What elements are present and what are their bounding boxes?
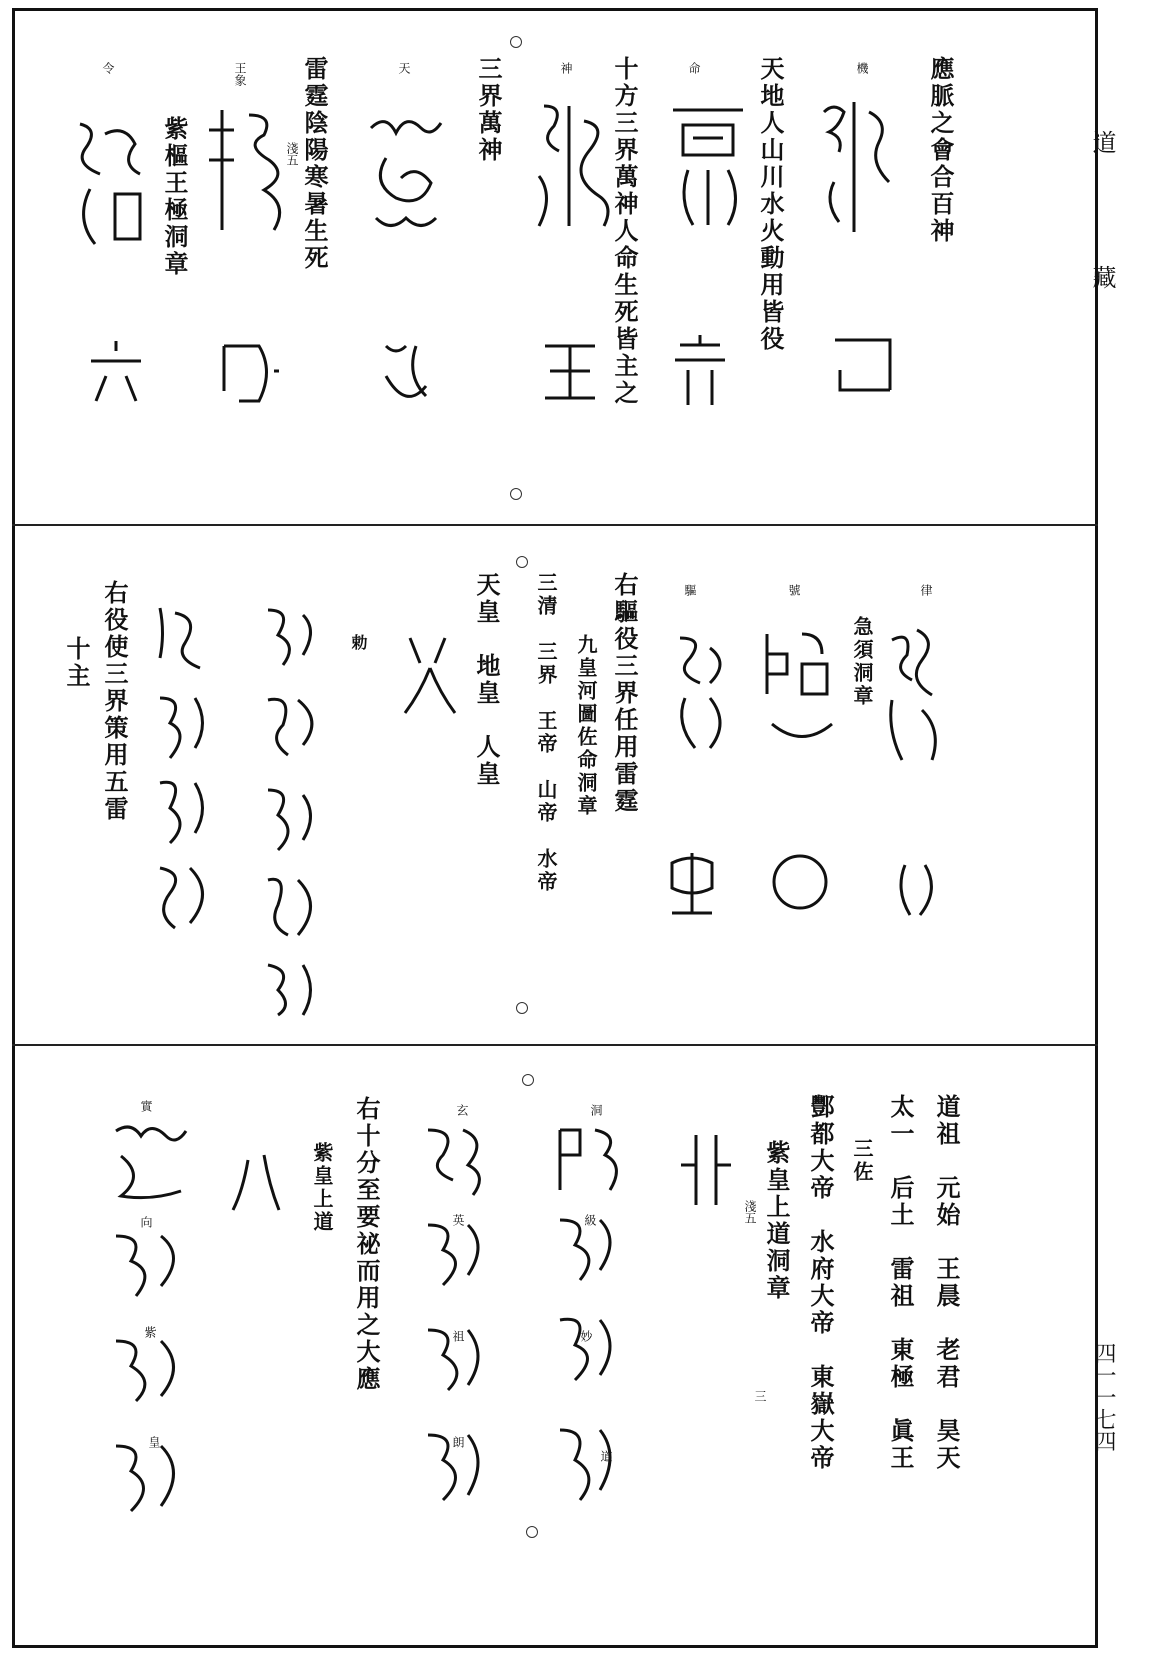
seal-glyph xyxy=(226,1150,286,1220)
ring-mark xyxy=(516,1002,528,1014)
panel3-label-12: 向 xyxy=(139,1216,153,1228)
panel1-label-2: 命 xyxy=(687,62,701,74)
panel3-label-4: 級 xyxy=(583,1214,597,1226)
panel2-line-6: 右役使三界策用五雷 xyxy=(100,580,129,823)
ring-mark xyxy=(510,488,522,500)
seal-glyph xyxy=(882,620,952,770)
ring-mark xyxy=(526,1526,538,1538)
panel1-line-5: 雷霆陰陽寒暑生死 xyxy=(300,56,329,272)
panel3-label-2: 三 xyxy=(753,1390,767,1402)
panel2-line-4: 三清 三界 王帝 山帝 水帝 xyxy=(534,572,558,894)
panel3-label-14: 皇 xyxy=(147,1436,161,1448)
seal-glyph xyxy=(676,1130,736,1210)
panel3-label-5: 妙 xyxy=(579,1330,593,1342)
margin-collection-char-2: 藏 xyxy=(1088,265,1116,293)
seal-glyph xyxy=(668,100,748,230)
ring-mark xyxy=(522,1074,534,1086)
seal-glyph xyxy=(258,600,328,1020)
panel3-label-1: 淺五 xyxy=(743,1200,757,1224)
panel1-line-1: 應脈之會合百神 xyxy=(926,56,955,245)
panel-divider-1 xyxy=(12,524,1098,526)
seal-glyph xyxy=(534,96,614,236)
panel3-label-8: 英 xyxy=(451,1214,465,1226)
seal-glyph xyxy=(400,628,460,718)
seal-glyph xyxy=(830,330,900,400)
panel3-line-1: 道祖 元始 王晨 老君 昊天 xyxy=(932,1094,961,1472)
panel3-line-6: 右十分至要祕而用之大應 xyxy=(352,1096,381,1393)
seal-glyph xyxy=(70,114,150,254)
panel1-label-4: 天 xyxy=(397,62,411,74)
panel1-label-5: 王象 xyxy=(233,62,247,86)
seal-glyph xyxy=(670,330,730,410)
panel3-line-4: 酆都大帝 水府大帝 東嶽大帝 xyxy=(806,1094,835,1472)
panel1-label-6: 令 xyxy=(101,62,115,74)
panel3-label-3: 洞 xyxy=(589,1104,603,1116)
margin-page-number: 四一一七四 xyxy=(1091,1342,1116,1452)
panel1-label-3: 神 xyxy=(559,62,573,74)
panel3-label-11: 實 xyxy=(139,1100,153,1112)
panel2-line-7: 十主 xyxy=(62,636,91,690)
seal-glyph xyxy=(376,336,436,406)
seal-glyph xyxy=(214,336,284,406)
seal-glyph xyxy=(814,92,904,242)
panel1-label-1: 機 xyxy=(855,62,869,74)
panel1-line-4: 三界萬神 xyxy=(474,56,503,164)
ring-mark xyxy=(510,36,522,48)
panel3-label-13: 紫 xyxy=(143,1326,157,1338)
panel3-line-2: 太一 后土 雷祖 東極 眞王 xyxy=(886,1094,915,1472)
panel2-line-3: 九皇河圖佐命洞章 xyxy=(574,634,598,818)
panel-divider-2 xyxy=(12,1044,1098,1046)
panel2-line-5: 天皇 地皇 人皇 xyxy=(472,572,501,788)
seal-glyph xyxy=(106,1116,196,1546)
panel2-line-1: 急須洞章 xyxy=(850,616,874,708)
seal-glyph xyxy=(86,336,146,406)
panel2-label-2: 號 xyxy=(787,584,801,596)
seal-glyph xyxy=(540,336,600,406)
seal-glyph xyxy=(662,848,722,918)
panel1-line-6: 紫樞王極洞章 xyxy=(160,116,189,278)
margin-collection-char: 道 xyxy=(1088,130,1116,158)
seal-glyph xyxy=(366,108,446,238)
seal-glyph xyxy=(204,100,284,240)
panel3-line-5: 紫皇上道洞章 xyxy=(762,1140,791,1302)
panel3-label-10: 朗 xyxy=(451,1436,465,1448)
panel2-label-1: 律 xyxy=(919,584,933,596)
seal-glyph xyxy=(890,860,940,920)
panel3-line-7: 紫皇上道 xyxy=(310,1142,334,1234)
panel1-line-3: 十方三界萬神人命生死皆主之 xyxy=(610,56,639,407)
panel3-label-6: 道 xyxy=(599,1450,613,1462)
seal-glyph xyxy=(150,598,220,938)
seal-glyph xyxy=(550,1120,630,1540)
panel3-label-9: 祖 xyxy=(451,1330,465,1342)
panel2-label-3: 驅 xyxy=(683,584,697,596)
panel2-line-2: 右驅役三界任用雷霆 xyxy=(610,572,639,815)
panel1-label-7: 淺五 xyxy=(285,142,299,166)
panel3-line-3: 三佐 xyxy=(850,1138,874,1184)
seal-glyph xyxy=(770,852,830,912)
ring-mark xyxy=(516,556,528,568)
panel3-label-7: 玄 xyxy=(455,1104,469,1116)
panel1-line-2: 天地人山川水火動用皆役 xyxy=(756,56,785,353)
panel2-label-4: 勅 xyxy=(349,634,368,653)
seal-glyph xyxy=(762,624,842,754)
seal-glyph xyxy=(418,1120,498,1540)
seal-glyph xyxy=(670,628,740,758)
